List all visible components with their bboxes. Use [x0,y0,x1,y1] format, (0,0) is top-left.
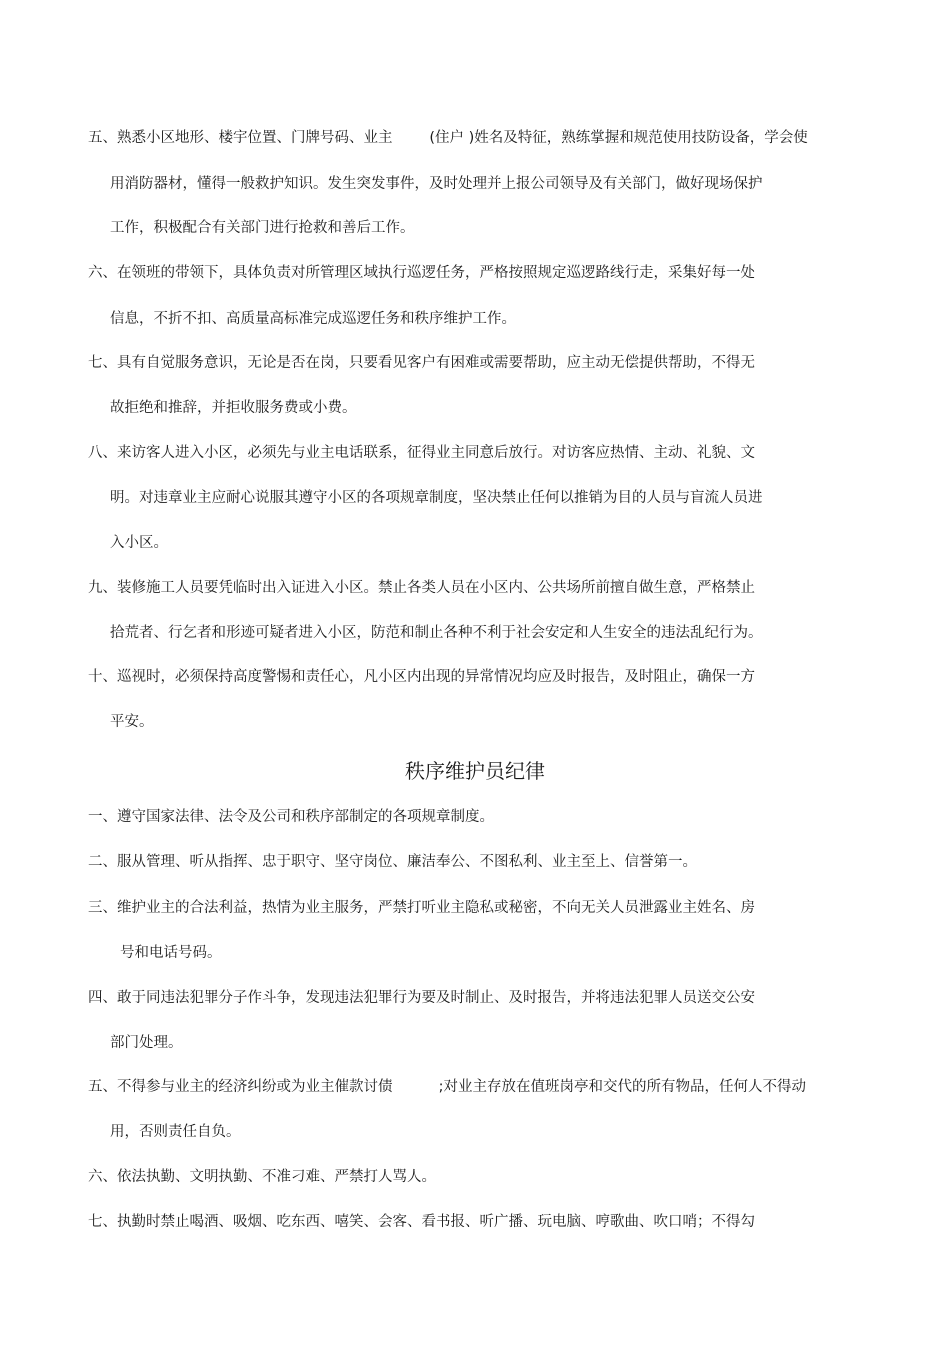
paragraph-line: 五、熟悉小区地形、楼宇位置、门牌号码、业主 (住户 )姓名及特征，熟练掌握和规范使用技防设备，学会使 [88,130,808,146]
paragraph-line: 十、巡视时，必须保持高度警惕和责任心，凡小区内出现的异常情况均应及时报告，及时阻止，确保一方 [88,669,755,685]
paragraph-line: 六、在领班的带领下，具体负责对所管理区域执行巡逻任务，严格按照规定巡逻路线行走，采集好每一处 [88,265,755,281]
section-title: 秩序维护员纪律 [405,759,545,783]
paragraph-line: 二、服从管理、听从指挥、忠于职守、坚守岗位、廉洁奉公、不图私利、业主至上、信誉第一。 [88,854,697,870]
paragraph-line: 故拒绝和推辞，并拒收服务费或小费。 [110,400,357,416]
paragraph-line: 用，否则责任自负。 [110,1124,241,1140]
paragraph-line: 七、具有自觉服务意识，无论是否在岗，只要看见客户有困难或需要帮助，应主动无偿提供帮助，不得无 [88,355,755,371]
paragraph-line: 入小区。 [110,535,168,551]
paragraph-line: 四、敢于同违法犯罪分子作斗争，发现违法犯罪行为要及时制止、及时报告，并将违法犯罪人员送交公安 [88,990,755,1006]
paragraph-line: 三、维护业主的合法利益，热情为业主服务，严禁打听业主隐私或秘密，不向无关人员泄露业主姓名、房 [88,900,755,916]
paragraph-line: 部门处理。 [110,1035,183,1051]
paragraph-line: 用消防器材，懂得一般救护知识。发生突发事件，及时处理并上报公司领导及有关部门，做好现场保护 [110,176,763,192]
paragraph-line: 五、不得参与业主的经济纠纷或为业主催款讨债 ;对业主存放在值班岗亭和交代的所有物品，任何人不得动 [88,1079,806,1095]
paragraph-line: 平安。 [110,714,154,730]
paragraph-line: 九、装修施工人员要凭临时出入证进入小区。禁止各类人员在小区内、公共场所前擅自做生意，严格禁止 [88,580,755,596]
paragraph-line: 明。对违章业主应耐心说服其遵守小区的各项规章制度，坚决禁止任何以推销为目的人员与盲流人员进 [110,490,763,506]
paragraph-line: 号和电话号码。 [120,945,222,961]
paragraph-line: 拾荒者、行乞者和形迹可疑者进入小区，防范和制止各种不利于社会安定和人生安全的违法乱纪行为。 [110,625,763,641]
paragraph-line: 八、来访客人进入小区，必须先与业主电话联系，征得业主同意后放行。对访客应热情、主动、礼貌、文 [88,445,755,461]
paragraph-line: 工作，积极配合有关部门进行抢救和善后工作。 [110,220,415,236]
paragraph-line: 信息，不折不扣、高质量高标准完成巡逻任务和秩序维护工作。 [110,311,516,327]
paragraph-line: 七、执勤时禁止喝酒、吸烟、吃东西、嘻笑、会客、看书报、听广播、玩电脑、哼歌曲、吹口哨；不得勾 [88,1214,755,1230]
paragraph-line: 六、依法执勤、文明执勤、不准刁难、严禁打人骂人。 [88,1169,436,1185]
paragraph-line: 一、遵守国家法律、法令及公司和秩序部制定的各项规章制度。 [88,809,494,825]
